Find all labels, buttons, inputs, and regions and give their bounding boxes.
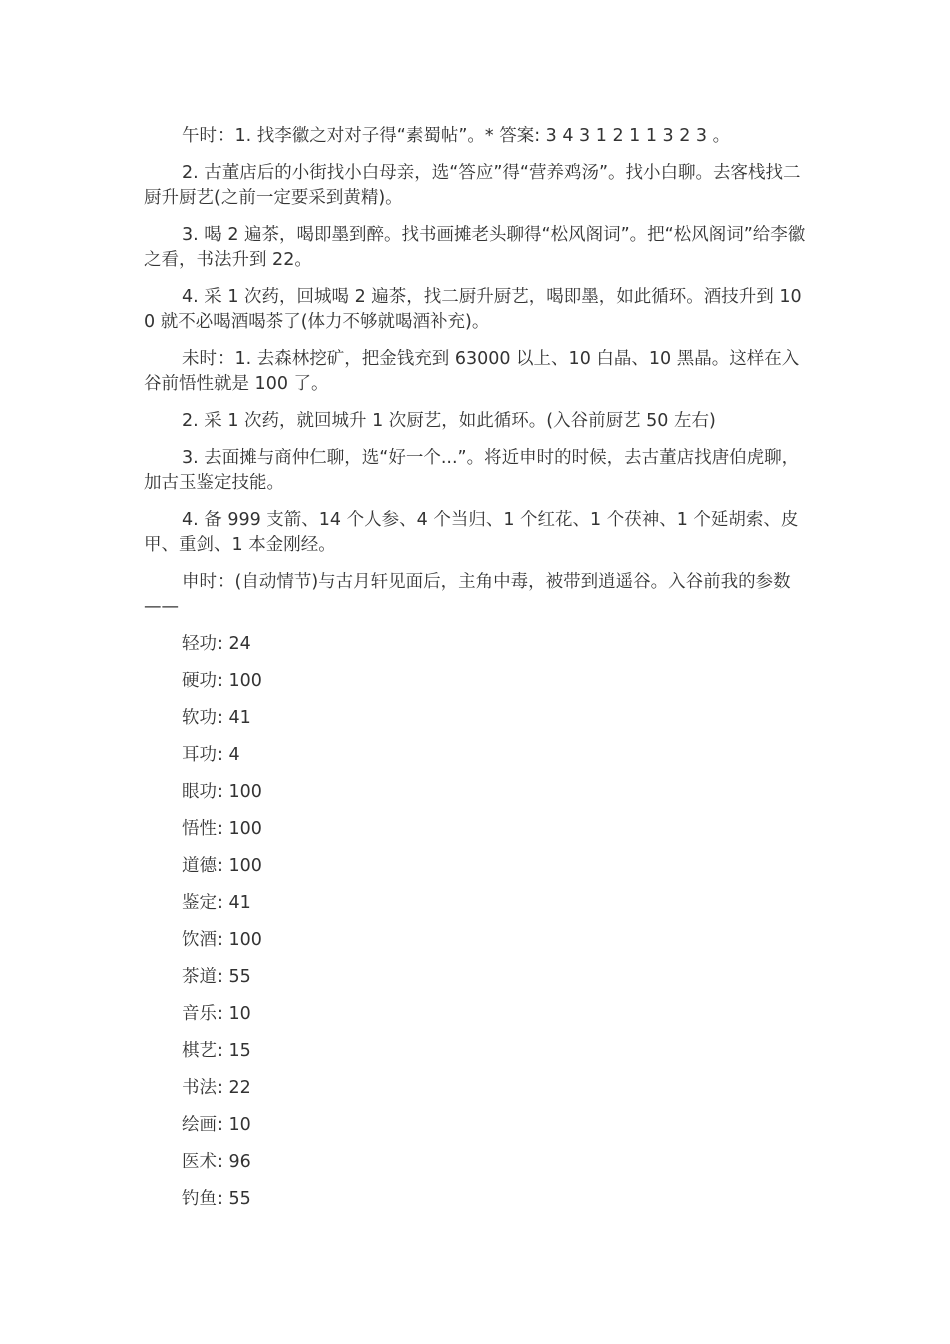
- stat-item: 书法: 22: [182, 1078, 251, 1098]
- stat-item: 硬功: 100: [182, 671, 262, 691]
- stat-item: 饮酒: 100: [182, 930, 262, 950]
- stat-item: 轻功: 24: [182, 634, 251, 654]
- stat-item: 茶道: 55: [182, 967, 251, 987]
- paragraph-shen: 申时：(自动情节)与古月轩见面后，主角中毒，被带到逍遥谷。入谷前我的参数——: [144, 572, 791, 617]
- stat-item: 音乐: 10: [182, 1004, 251, 1024]
- stat-item: 道德: 100: [182, 856, 262, 876]
- stat-item: 眼功: 100: [182, 782, 262, 802]
- stat-item: 绘画: 10: [182, 1115, 251, 1135]
- paragraph-wei-4: 4. 备 999 支箭、14 个人参、4 个当归、1 个红花、1 个茯神、1 个延胡索、皮甲、重剑、1 本金刚经。: [144, 510, 799, 555]
- stat-item: 钓鱼: 55: [182, 1189, 251, 1209]
- stat-item: 软功: 41: [182, 708, 251, 728]
- stat-item: 耳功: 4: [182, 745, 240, 765]
- stats-list: [144, 632, 806, 1212]
- paragraph-noon-1: 午时：1. 找李徽之对对子得“素蜀帖”。* 答案: 3 4 3 1 2 1 1 3 2 3 。: [182, 126, 731, 146]
- paragraph-wei-2: 2. 采 1 次药，就回城升 1 次厨艺，如此循环。(入谷前厨艺 50 左右): [182, 411, 716, 431]
- paragraph-noon-3: 3. 喝 2 遍茶，喝即墨到醉。找书画摊老头聊得“松风阁词”。把“松风阁词”给李徽之看，书法升到 22。: [144, 225, 806, 270]
- paragraph-wei-1: 未时：1. 去森林挖矿，把金钱充到 63000 以上、10 白晶、10 黑晶。这样在入谷前悟性就是 100 了。: [144, 349, 800, 394]
- stat-item: 棋艺: 15: [182, 1041, 251, 1061]
- stat-item: 鉴定: 41: [182, 893, 251, 913]
- paragraph-wei-3: 3. 去面摊与商仲仁聊，选“好一个...”。将近申时的时候，去古董店找唐伯虎聊，加古玉鉴定技能。: [144, 448, 800, 493]
- stat-item: 医术: 96: [182, 1152, 251, 1172]
- stat-item: 悟性: 100: [182, 819, 262, 839]
- document-page: [144, 124, 806, 1224]
- paragraph-noon-4: 4. 采 1 次药，回城喝 2 遍茶，找二厨升厨艺，喝即墨，如此循环。酒技升到 100 就不必喝酒喝茶了(体力不够就喝酒补充)。: [144, 287, 802, 332]
- paragraph-noon-2: 2. 古董店后的小街找小白母亲，选“答应”得“营养鸡汤”。找小白聊。去客栈找二厨升厨艺(之前一定要采到黄精)。: [144, 163, 801, 208]
